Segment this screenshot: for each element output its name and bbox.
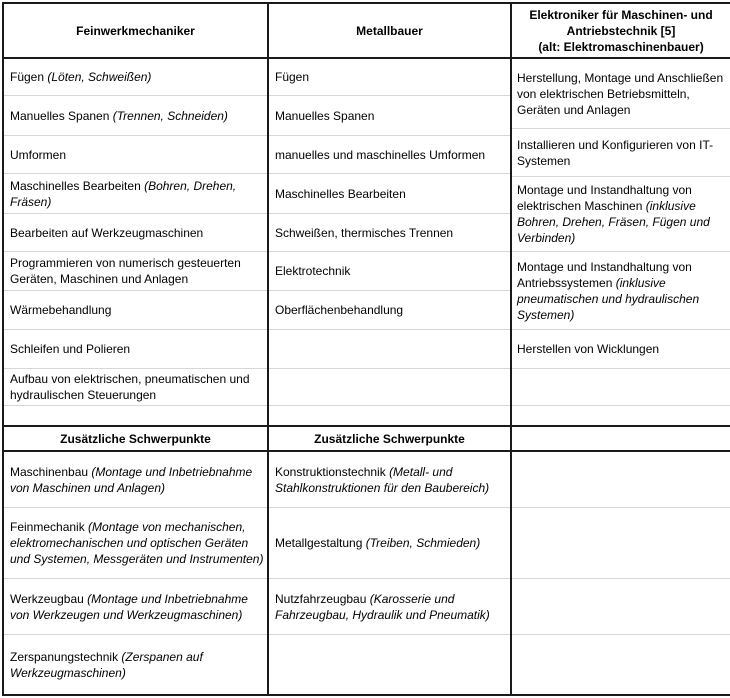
table-cell bbox=[269, 59, 510, 96]
cell-text-italic: (Löten, Schweißen) bbox=[47, 70, 152, 84]
table-cell bbox=[269, 291, 510, 330]
table-cell bbox=[4, 452, 267, 508]
table-cell bbox=[512, 59, 730, 129]
cell-text-italic: (inklusive Bohren, Drehen, Fräsen, Fügen und Verbinden) bbox=[517, 199, 710, 245]
table-cell bbox=[4, 508, 267, 579]
table-cell bbox=[512, 129, 730, 177]
cell-text: Maschinelles Bearbeiten bbox=[275, 186, 406, 201]
cell-text: Elektrotechnik bbox=[275, 264, 351, 278]
cell-text: Programmieren von numerisch gesteuerten Geräten, Maschinen und Anlagen bbox=[10, 256, 241, 286]
extra-section-header: Zusätzliche Schwerpunkte bbox=[269, 427, 510, 452]
cell-text: Maschinenbau (Montage und Inbetriebnahme von Maschinen und Anlagen) bbox=[10, 464, 253, 495]
table-cell-empty bbox=[512, 369, 730, 406]
cell-text: Fügen (Löten, Schweißen) bbox=[10, 70, 152, 84]
column-feinwerkmechaniker bbox=[4, 4, 267, 694]
table-cell bbox=[4, 59, 267, 96]
cell-text-italic: (Zerspanen auf Werkzeugmaschinen) bbox=[10, 649, 203, 680]
table-cell-empty bbox=[512, 635, 730, 694]
column-header bbox=[269, 4, 510, 59]
table-cell bbox=[269, 174, 510, 214]
table-cell-empty bbox=[4, 406, 267, 427]
table-cell bbox=[512, 330, 730, 369]
extra-section-header-empty bbox=[512, 427, 730, 452]
cell-text: Wärmebehandlung bbox=[10, 303, 112, 317]
table-cell bbox=[269, 96, 510, 136]
cell-text: Oberflächenbehandlung bbox=[275, 303, 404, 317]
column-header bbox=[4, 4, 267, 59]
cell-text: Metallgestaltung (Treiben, Schmieden) bbox=[275, 536, 481, 550]
table-cell bbox=[4, 96, 267, 136]
cell-text: Aufbau von elektrischen, pneumatischen und hydraulischen Steuerungen bbox=[10, 372, 250, 402]
cell-text: Montage und Instandhaltung von elektrischen Maschinen (inklusive Bohren, Drehen, Fräsen, Fügen und Verbinden) bbox=[517, 183, 710, 245]
header-line: (alt: Elektromaschinenbauer) bbox=[538, 39, 704, 54]
cell-text-italic: (inklusive pneumatischen und hydraulischen Systemen) bbox=[517, 275, 700, 322]
cell-text: Schleifen und Polieren bbox=[10, 342, 131, 356]
table-cell-empty bbox=[512, 406, 730, 427]
table-cell bbox=[512, 177, 730, 252]
table-cell bbox=[4, 252, 267, 291]
table-cell bbox=[269, 214, 510, 252]
table-cell bbox=[512, 252, 730, 330]
cell-text: Manuelles Spanen (Trennen, Schneiden) bbox=[10, 108, 228, 123]
cell-text: Maschinelles Bearbeiten (Bohren, Drehen, Fräsen) bbox=[10, 178, 237, 209]
cell-text-italic: (Metall- und Stahlkonstruktionen für den Baubereich) bbox=[275, 464, 490, 495]
table-cell-empty bbox=[512, 508, 730, 579]
cell-text: Fügen bbox=[275, 70, 310, 84]
cell-text: manuelles und maschinelles Umformen bbox=[275, 147, 486, 162]
table-cell-empty bbox=[269, 369, 510, 406]
table-cell bbox=[4, 291, 267, 330]
header-line: Antriebstechnik [5] bbox=[566, 23, 676, 38]
table-cell bbox=[269, 579, 510, 635]
table-cell bbox=[4, 136, 267, 174]
column-header bbox=[512, 4, 730, 59]
cell-text-italic: (Bohren, Drehen, Fräsen) bbox=[10, 178, 237, 209]
header-line: Feinwerkmechaniker bbox=[76, 23, 195, 38]
header-line: Elektroniker für Maschinen- und bbox=[529, 7, 713, 22]
cell-text: Manuelles Spanen bbox=[275, 108, 375, 123]
table-cell bbox=[4, 369, 267, 406]
table-cell bbox=[4, 635, 267, 694]
cell-text: Installieren und Konfigurieren von IT-Systemen bbox=[517, 137, 714, 168]
cell-text: Feinmechanik (Montage von mechanischen, elektromechanischen und optischen Geräten und Systemen, Messgeräten und Instrumenten) bbox=[10, 520, 264, 566]
cell-text: Nutzfahrzeugbau (Karosserie und Fahrzeugbau, Hydraulik und Pneumatik) bbox=[275, 591, 490, 622]
cell-text-italic: (Montage und Inbetriebnahme von Werkzeugen und Werkzeugmaschinen) bbox=[10, 591, 248, 622]
extra-section-header: Zusätzliche Schwerpunkte bbox=[4, 427, 267, 452]
table-cell-empty bbox=[269, 635, 510, 694]
cell-text: Bearbeiten auf Werkzeugmaschinen bbox=[10, 225, 204, 240]
cell-text: Schweißen, thermisches Trennen bbox=[275, 225, 454, 240]
table-cell bbox=[4, 174, 267, 214]
cell-text: Werkzeugbau (Montage und Inbetriebnahme von Werkzeugen und Werkzeugmaschinen) bbox=[10, 591, 248, 622]
profession-comparison-table bbox=[2, 2, 730, 696]
column-metallbauer bbox=[267, 4, 510, 694]
table-cell-empty bbox=[269, 330, 510, 369]
table-cell bbox=[4, 214, 267, 252]
table-cell-empty bbox=[512, 452, 730, 508]
cell-text-italic: (Karosserie und Fahrzeugbau, Hydraulik und Pneumatik) bbox=[275, 591, 490, 622]
cell-text: Herstellen von Wicklungen bbox=[517, 342, 660, 356]
table-cell bbox=[269, 508, 510, 579]
cell-text-italic: (Treiben, Schmieden) bbox=[365, 536, 481, 550]
table-cell-empty bbox=[512, 579, 730, 635]
cell-text: Herstellung, Montage und Anschließen von elektrischen Betriebsmitteln, Geräten und Anlagen bbox=[517, 70, 724, 117]
cell-text: Umformen bbox=[10, 147, 67, 162]
cell-text: Zerspanungstechnik (Zerspanen auf Werkzeugmaschinen) bbox=[10, 649, 203, 680]
table-cell bbox=[269, 252, 510, 291]
cell-text-italic: (Trennen, Schneiden) bbox=[112, 108, 228, 123]
header-line: Metallbauer bbox=[356, 23, 423, 38]
cell-text: Montage und Instandhaltung von Antriebssystemen (inklusive pneumatischen und hydraulischen Systemen) bbox=[517, 259, 700, 322]
column-elektroniker bbox=[510, 4, 730, 694]
table-cell bbox=[269, 452, 510, 508]
cell-text: Konstruktionstechnik (Metall- und Stahlkonstruktionen für den Baubereich) bbox=[275, 464, 490, 495]
cell-text-italic: (Montage und Inbetriebnahme von Maschinen und Anlagen) bbox=[10, 464, 253, 495]
table-cell bbox=[4, 579, 267, 635]
table-cell bbox=[4, 330, 267, 369]
table-cell bbox=[269, 136, 510, 174]
table-cell-empty bbox=[269, 406, 510, 427]
cell-text-italic: (Montage von mechanischen, elektromechanischen und optischen Geräten und Systemen, Messgeräten und Instrumenten) bbox=[10, 520, 264, 566]
